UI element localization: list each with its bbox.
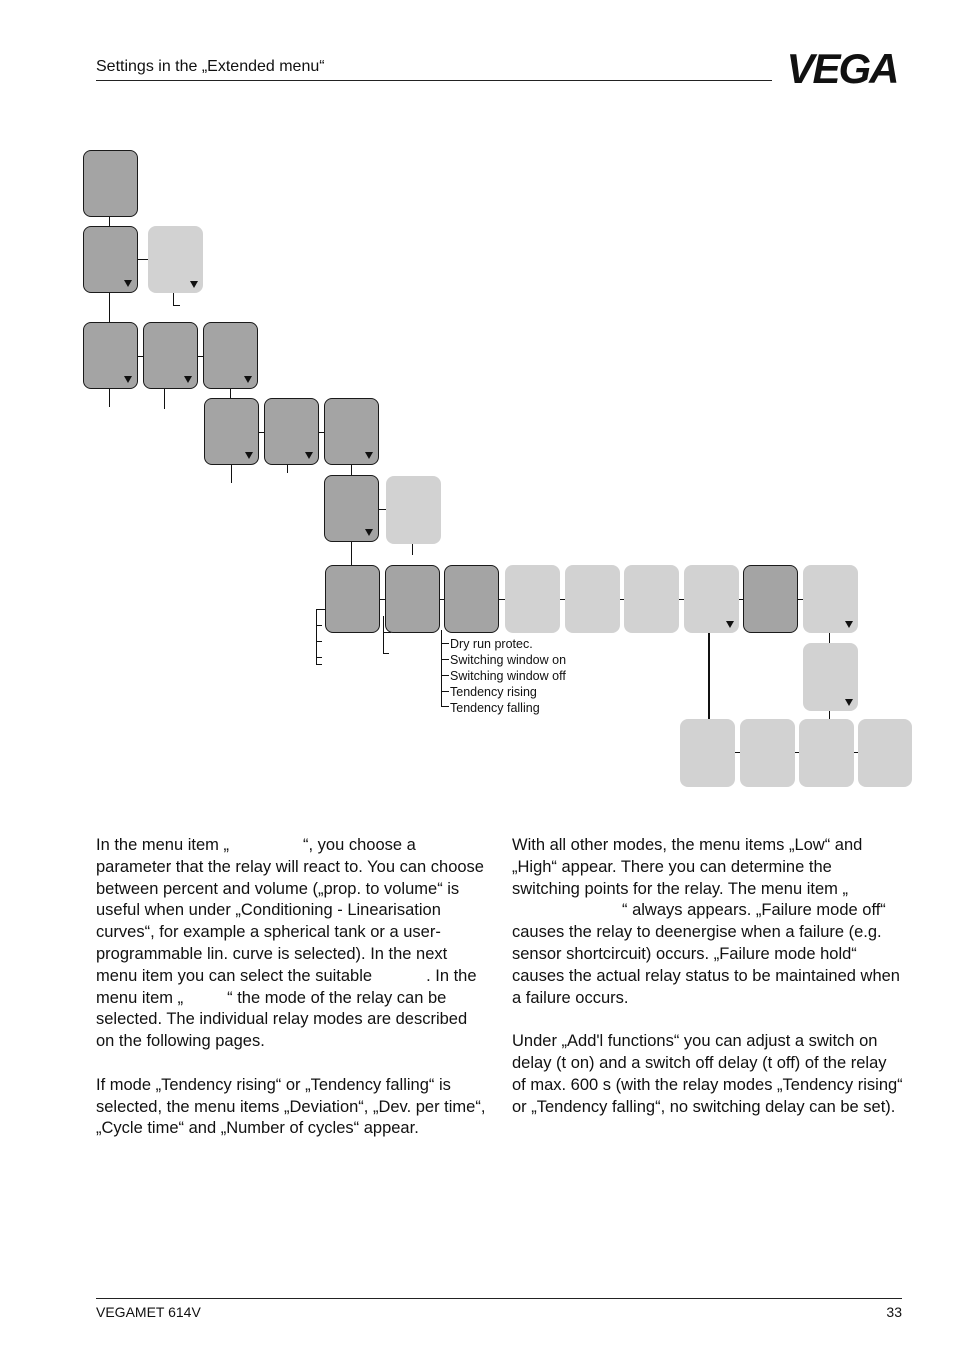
menu-box bbox=[386, 476, 441, 544]
page-header-title: Settings in the „Extended menu“ bbox=[96, 58, 325, 75]
menu-box bbox=[565, 565, 620, 633]
paragraph: With all other modes, the menu items „Low“ and „High“ appear. There you can determine the switching points for the relay. The menu item „“ always appears. „Failure mode off“ causes the relay to deenergise when a failure (e.g. sensor shortcircuit) occurs. „Failure mode hold“ causes the actual relay status to be maintained when a failure occurs. bbox=[512, 836, 900, 1007]
arrow-down-icon bbox=[244, 376, 252, 383]
arrow-down-icon bbox=[305, 452, 313, 459]
paragraph: In the menu item „ “, you choose a parameter that the relay will react to. You can choose between percent and volume („prop. to volume“ is useful when under „Conditioning - Linearisation curves“, for example a spherical tank or a user-programmable lin. curve is selected). In the next menu item you can select the suitable . In the menu item „ “ the mode of the relay can be selected. The individual relay modes are described on the following pages. bbox=[96, 836, 484, 1051]
paragraph: Under „Add'l functions“ you can adjust a switch on delay (t on) and a switch off delay (t off) of the relay of max. 600 s (with the relay modes „Tendency rising“ or „Tendency falling“, no switching delay can be set). bbox=[512, 1032, 903, 1116]
footer-product: VEGAMET 614V bbox=[96, 1304, 201, 1320]
menu-box bbox=[858, 719, 912, 787]
menu-box bbox=[684, 565, 739, 633]
text-column-right bbox=[512, 835, 904, 1118]
list-item: Switching window off bbox=[450, 669, 566, 683]
menu-box bbox=[264, 398, 319, 465]
list-item: Switching window on bbox=[450, 653, 567, 667]
arrow-down-icon bbox=[184, 376, 192, 383]
arrow-down-icon bbox=[365, 529, 373, 536]
menu-box bbox=[740, 719, 795, 787]
arrow-down-icon bbox=[190, 281, 198, 288]
menu-box bbox=[203, 322, 258, 389]
text-column-left bbox=[96, 835, 488, 1140]
arrow-down-icon bbox=[726, 621, 734, 628]
arrow-down-icon bbox=[124, 376, 132, 383]
arrow-down-icon bbox=[245, 452, 253, 459]
list-item: Tendency falling bbox=[450, 701, 540, 715]
menu-box bbox=[83, 150, 138, 217]
menu-box bbox=[83, 322, 138, 389]
menu-box bbox=[83, 226, 138, 293]
menu-box bbox=[325, 565, 380, 633]
menu-box bbox=[680, 719, 735, 787]
menu-box bbox=[444, 565, 499, 633]
menu-box bbox=[799, 719, 854, 787]
arrow-down-icon bbox=[845, 699, 853, 706]
vega-logo-text: VEGA bbox=[786, 46, 898, 88]
menu-box bbox=[803, 643, 858, 711]
list-item: Tendency rising bbox=[450, 685, 537, 699]
paragraph: If mode „Tendency rising“ or „Tendency falling“ is selected, the menu items „Deviation“, „Dev. per time“, „Cycle time“ and „Number of cycles“ appear. bbox=[96, 1075, 486, 1138]
menu-box bbox=[743, 565, 798, 633]
arrow-down-icon bbox=[365, 452, 373, 459]
arrow-down-icon bbox=[845, 621, 853, 628]
footer-rule bbox=[96, 1298, 902, 1299]
output-options-list bbox=[450, 636, 566, 716]
menu-box bbox=[385, 565, 440, 633]
list-item: Dry run protec. bbox=[450, 637, 533, 651]
menu-box bbox=[505, 565, 560, 633]
page-number: 33 bbox=[886, 1304, 902, 1320]
menu-box bbox=[324, 475, 379, 542]
menu-box bbox=[624, 565, 679, 633]
menu-box bbox=[204, 398, 259, 465]
menu-box bbox=[143, 322, 198, 389]
arrow-down-icon bbox=[124, 280, 132, 287]
menu-box bbox=[324, 398, 379, 465]
menu-box bbox=[148, 226, 203, 293]
menu-box bbox=[803, 565, 858, 633]
